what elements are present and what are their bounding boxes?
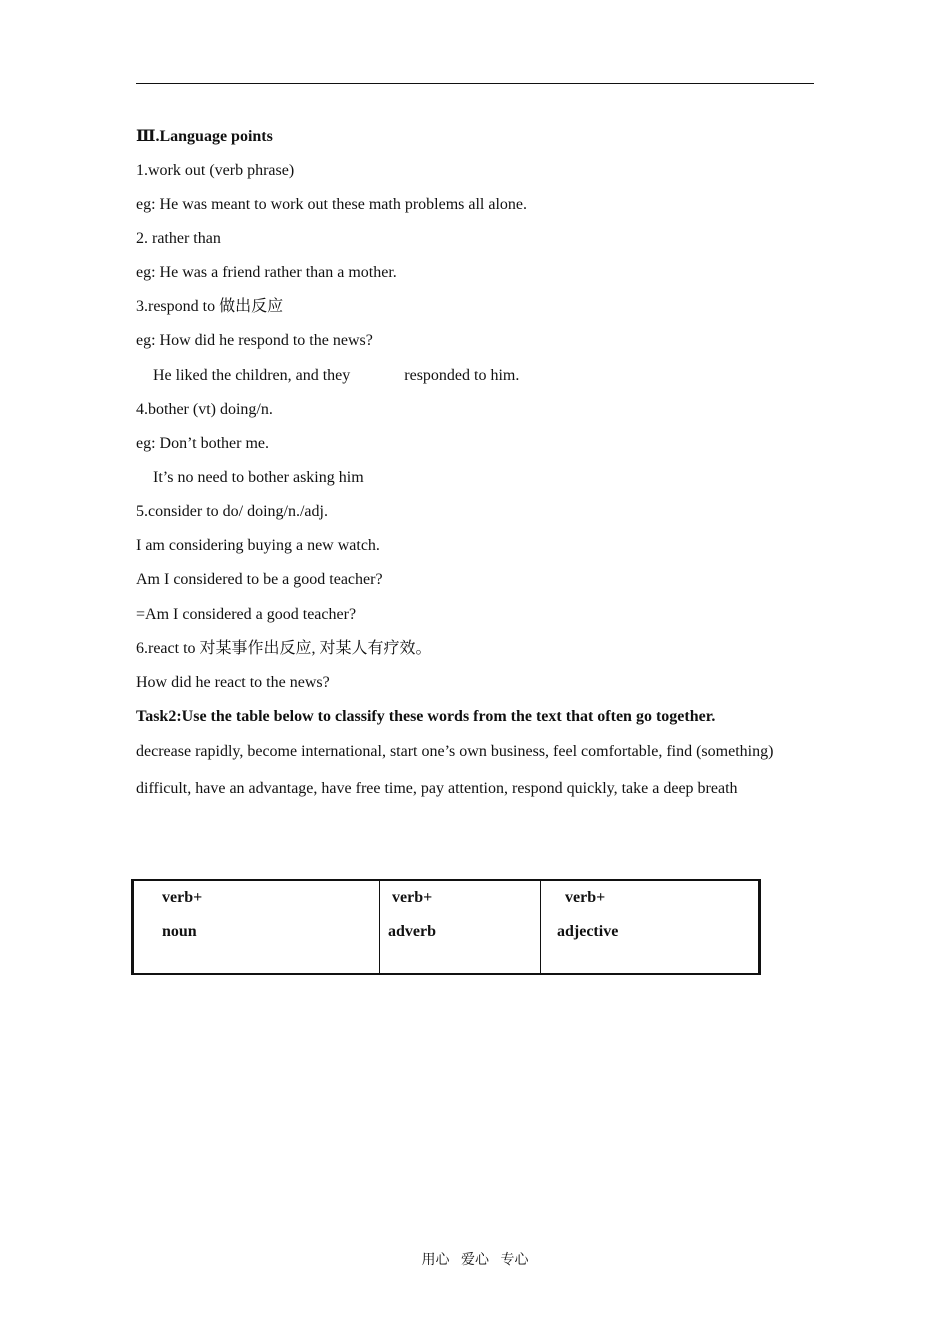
point-4-example-2: It’s no need to bother asking him [153, 469, 364, 486]
point-3-heading: 3.respond to 做出反应 [136, 298, 284, 315]
column-label-line2: adjective [557, 923, 619, 940]
point-5-example-3: =Am I considered a good teacher? [136, 606, 357, 623]
column-label-line1: verb+ [392, 889, 433, 906]
point-6-example: How did he react to the news? [136, 674, 330, 691]
header-rule [136, 83, 814, 84]
column-label-line1: verb+ [565, 889, 606, 906]
point-3-example-2 [153, 366, 519, 386]
point-4-heading: 4.bother (vt) doing/n. [136, 401, 273, 418]
column-verb-adjective [541, 880, 760, 974]
point-1-example: eg: He was meant to work out these math problems all alone. [136, 196, 528, 213]
example-fill-right: responded to him. [404, 367, 520, 384]
footer-text-2: 爱心 [461, 1253, 489, 1268]
point-5-example-1: I am considering buying a new watch. [136, 537, 380, 554]
point-5-heading: 5.consider to do/ doing/n./adj. [136, 503, 328, 520]
point-6-heading: 6.react to 对某事作出反应, 对某人有疗效。 [136, 640, 432, 657]
example-fill-left: He liked the children, and they [153, 367, 351, 384]
column-label-line2: noun [162, 923, 197, 940]
task-title: Task2:Use the table below to classify these words from the text that often go together. [136, 708, 716, 725]
section-title: Ⅲ.Language points [136, 128, 273, 145]
task-word-list: decrease rapidly, become international, start one’s own business, feel comfortable, find (something) difficult, have an advantage, have free time, pay attention, respond quickly, take a deep breath [136, 743, 774, 797]
column-label-line1: verb+ [162, 889, 203, 906]
column-verb-adverb [380, 880, 541, 974]
point-3-example-1: eg: How did he respond to the news? [136, 332, 373, 349]
page-footer [0, 1249, 950, 1269]
point-1-heading: 1.work out (verb phrase) [136, 162, 295, 179]
footer-text-1: 用心 [421, 1253, 450, 1268]
point-2-heading: 2. rather than [136, 230, 221, 247]
point-5-example-2: Am I considered to be a good teacher? [136, 571, 383, 588]
point-2-example: eg: He was a friend rather than a mother. [136, 264, 397, 281]
column-label-line2: adverb [388, 923, 436, 940]
column-verb-noun [133, 880, 380, 974]
point-4-example-1: eg: Don’t bother me. [136, 435, 270, 452]
table-row [133, 880, 760, 974]
classification-table [131, 879, 761, 975]
footer-text-3: 专心 [500, 1253, 529, 1268]
